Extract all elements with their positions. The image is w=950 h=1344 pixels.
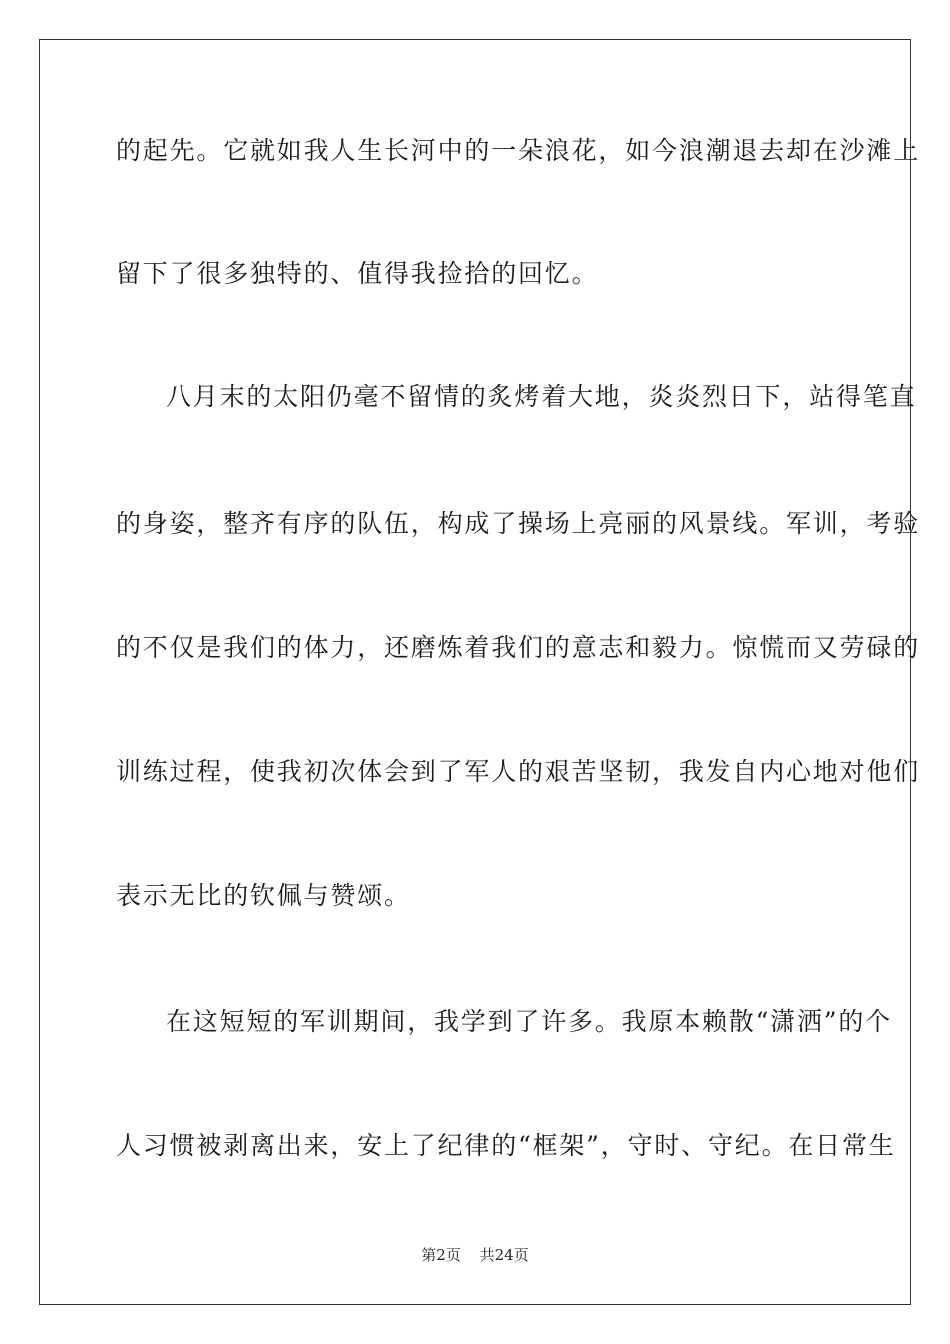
- text-line: 留下了很多独特的、值得我捡拾的回忆。: [116, 259, 599, 288]
- text-line: 表示无比的钦佩与赞颂。: [116, 881, 411, 910]
- page-number: 第2页: [421, 1246, 461, 1264]
- text-line: 的起先。它就如我人生长河中的一朵浪花，如今浪潮退去却在沙滩上: [116, 136, 921, 165]
- text-line: 人习惯被剥离出来，安上了纪律的“框架”，守时、守纪。在日常生: [116, 1131, 896, 1160]
- text-line: 训练过程，使我初次体会到了军人的艰苦坚韧，我发自内心地对他们: [116, 757, 921, 786]
- text-line: 的身姿，整齐有序的队伍，构成了操场上亮丽的风景线。军训，考验: [116, 509, 921, 538]
- paragraph-start-line: 在这短短的军训期间，我学到了许多。我原本赖散“潇洒”的个: [166, 1007, 892, 1036]
- page-border: [39, 39, 921, 1305]
- page-footer: [0, 1245, 950, 1265]
- page-total: 共24页: [479, 1246, 529, 1264]
- paragraph-start-line: 八月末的太阳仍毫不留情的炙烤着大地，炎炎烈日下，站得笔直: [166, 382, 917, 411]
- text-line: 的不仅是我们的体力，还磨炼着我们的意志和毅力。惊慌而又劳碌的: [116, 633, 921, 662]
